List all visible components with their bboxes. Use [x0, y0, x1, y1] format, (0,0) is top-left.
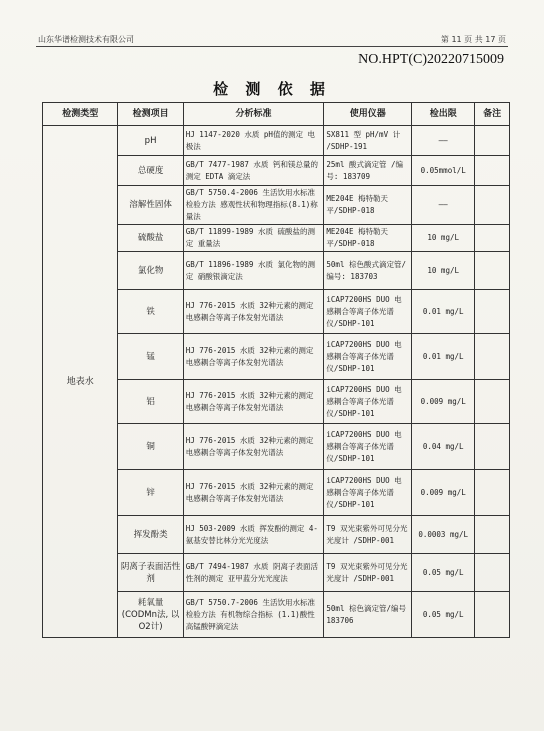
- table-row: [43, 126, 510, 156]
- document-number: NO.HPT(C)20220715009: [358, 52, 504, 67]
- method-cell: GB/T 11896-1989 水质 氯化物的测定 硝酸银滴定法: [183, 252, 324, 290]
- method-cell: GB/T 5750.7-2006 生活饮用水标准检验方法 有机物综合指标 (1.1)酸性高锰酸钾滴定法: [183, 592, 324, 638]
- note-cell: [475, 252, 510, 290]
- company-name: 山东华谱检测技术有限公司: [38, 35, 134, 44]
- instrument-cell: ME204E 梅特勒天平/SDHP-018: [324, 186, 412, 225]
- note-cell: [475, 470, 510, 516]
- limit-cell: 0.009 mg/L: [412, 380, 475, 424]
- note-cell: [475, 424, 510, 470]
- note-cell: [475, 554, 510, 592]
- instrument-cell: ME204E 梅特勒天平/SDHP-018: [324, 225, 412, 252]
- item-cell: 铁: [118, 290, 183, 334]
- limit-cell: 0.05mmol/L: [412, 156, 475, 186]
- item-cell: 锌: [118, 470, 183, 516]
- item-cell: 阴离子表面活性剂: [118, 554, 183, 592]
- column-header: 检测项目: [118, 103, 183, 126]
- detection-basis-table: [42, 102, 510, 638]
- page-title: 检 测 依 据: [213, 80, 331, 98]
- method-cell: GB/T 7477-1987 水质 钙和镁总量的测定 EDTA 滴定法: [183, 156, 324, 186]
- limit-cell: 0.009 mg/L: [412, 470, 475, 516]
- instrument-cell: iCAP7200HS DUO 电感耦合等离子体光谱仪/SDHP-101: [324, 470, 412, 516]
- instrument-cell: iCAP7200HS DUO 电感耦合等离子体光谱仪/SDHP-101: [324, 290, 412, 334]
- note-cell: [475, 380, 510, 424]
- item-cell: 挥发酚类: [118, 516, 183, 554]
- note-cell: [475, 334, 510, 380]
- instrument-cell: 25ml 酸式滴定管 /编号: 183709: [324, 156, 412, 186]
- instrument-cell: 50ml 棕色滴定管/编号 183706: [324, 592, 412, 638]
- method-cell: HJ 776-2015 水质 32种元素的测定 电感耦合等离子体发射光谱法: [183, 334, 324, 380]
- limit-cell: 0.04 mg/L: [412, 424, 475, 470]
- method-cell: GB/T 7494-1987 水质 阴离子表面活性剂的测定 亚甲蓝分光光度法: [183, 554, 324, 592]
- method-cell: HJ 776-2015 水质 32种元素的测定 电感耦合等离子体发射光谱法: [183, 290, 324, 334]
- limit-cell: ——: [412, 126, 475, 156]
- note-cell: [475, 225, 510, 252]
- method-cell: HJ 503-2009 水质 挥发酚的测定 4-氨基安替比林分光光度法: [183, 516, 324, 554]
- header-divider: [36, 46, 508, 47]
- table-header-row: [43, 103, 510, 126]
- note-cell: [475, 290, 510, 334]
- limit-cell: 0.05 mg/L: [412, 592, 475, 638]
- method-cell: HJ 1147-2020 水质 pH值的测定 电极法: [183, 126, 324, 156]
- item-cell: 硫酸盐: [118, 225, 183, 252]
- instrument-cell: SX811 型 pH/mV 计 /SDHP-191: [324, 126, 412, 156]
- instrument-cell: T9 双光束紫外可见分光光度计 /SDHP-001: [324, 554, 412, 592]
- note-cell: [475, 186, 510, 225]
- limit-cell: 10 mg/L: [412, 225, 475, 252]
- method-cell: HJ 776-2015 水质 32种元素的测定 电感耦合等离子体发射光谱法: [183, 424, 324, 470]
- column-header: 检出限: [412, 103, 475, 126]
- item-cell: 溶解性固体: [118, 186, 183, 225]
- method-cell: GB/T 11899-1989 水质 硫酸盐的测定 重量法: [183, 225, 324, 252]
- note-cell: [475, 126, 510, 156]
- method-cell: HJ 776-2015 水质 32种元素的测定 电感耦合等离子体发射光谱法: [183, 470, 324, 516]
- item-cell: 铜: [118, 424, 183, 470]
- item-cell: 耗氧量(CODMn法, 以O2计): [118, 592, 183, 638]
- limit-cell: 0.0003 mg/L: [412, 516, 475, 554]
- page-info: 第 11 页 共 17 页: [440, 35, 506, 44]
- limit-cell: 0.01 mg/L: [412, 290, 475, 334]
- item-cell: 铝: [118, 380, 183, 424]
- column-header: 检测类型: [43, 103, 118, 126]
- limit-cell: 0.05 mg/L: [412, 554, 475, 592]
- item-cell: 总硬度: [118, 156, 183, 186]
- item-cell: pH: [118, 126, 183, 156]
- instrument-cell: iCAP7200HS DUO 电感耦合等离子体光谱仪/SDHP-101: [324, 334, 412, 380]
- column-header: 分析标准: [183, 103, 324, 126]
- instrument-cell: T9 双光束紫外可见分光光度计 /SDHP-001: [324, 516, 412, 554]
- method-cell: GB/T 5750.4-2006 生活饮用水标准检验方法 感观性状和物理指标(8.1)称量法: [183, 186, 324, 225]
- limit-cell: 10 mg/L: [412, 252, 475, 290]
- note-cell: [475, 516, 510, 554]
- column-header: 备注: [475, 103, 510, 126]
- instrument-cell: 50ml 棕色酸式滴定管/编号: 183703: [324, 252, 412, 290]
- method-cell: HJ 776-2015 水质 32种元素的测定 电感耦合等离子体发射光谱法: [183, 380, 324, 424]
- note-cell: [475, 156, 510, 186]
- limit-cell: ——: [412, 186, 475, 225]
- instrument-cell: iCAP7200HS DUO 电感耦合等离子体光谱仪/SDHP-101: [324, 380, 412, 424]
- note-cell: [475, 592, 510, 638]
- limit-cell: 0.01 mg/L: [412, 334, 475, 380]
- item-cell: 氯化物: [118, 252, 183, 290]
- instrument-cell: iCAP7200HS DUO 电感耦合等离子体光谱仪/SDHP-101: [324, 424, 412, 470]
- sample-type-cell: 地表水: [43, 126, 118, 638]
- column-header: 使用仪器: [324, 103, 412, 126]
- item-cell: 锰: [118, 334, 183, 380]
